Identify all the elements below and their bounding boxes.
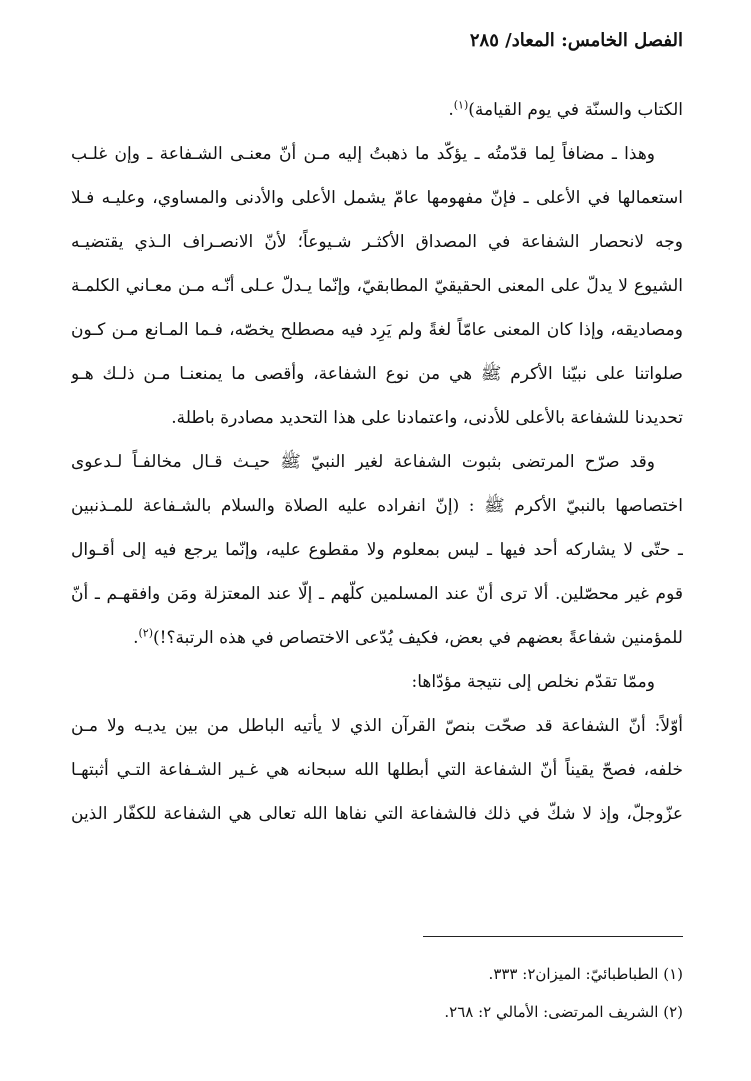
text-line-content: الكتاب والسنّة في يوم القيامة)	[468, 100, 683, 120]
text-line	[71, 616, 683, 660]
text-line-content: للمؤمنين شفاعةً بعضهم في بعض، فكيف يُدّعى الاختصاص في هذه الرتبة؟!)	[153, 628, 683, 648]
text-line: خلفه، فصحّ يقيناً أنّ الشفاعة التي أبطلها الله سبحانه هي غـير الشـفاعة التـي أثبتهـا	[71, 760, 683, 780]
text-line: وهذا ـ مضافاً لِما قدّمتُه ـ يؤكّد ما ذهبتُ إليه مـن أنّ معنـى الشـفاعة ـ وإن غلـب	[71, 144, 655, 164]
footnotes	[71, 955, 683, 1031]
footnote-reference[interactable]: (٢)	[138, 626, 153, 640]
text-line: صلواتنا على نبيّنا الأكرم ﷺ هي من نوع الشفاعة، وأقصى ما يمنعنـا مـن ذلـك هـو	[71, 364, 683, 384]
text-line: عزّوجلّ، وإذ لا شكّ في ذلك فالشفاعة التي نفاها الله تعالى هي الشفاعة للكفّار الذين	[71, 804, 683, 824]
running-header: الفصل الخامس: المعاد/ ٢٨٥	[469, 30, 683, 51]
footnote-reference[interactable]: (١)	[453, 98, 469, 112]
text-line: وجه لانحصار الشفاعة في المصداق الأكثـر شـيوعاً؛ لأنّ الانصـراف الـذي يقتضيـه	[71, 232, 683, 252]
text-line-end: .	[133, 628, 139, 648]
text-line: اختصاصها بالنبيّ الأكرم ﷺ : (إنّ انفراده عليه الصلاة والسلام بالشـفاعة للمـذنبين	[71, 496, 683, 516]
footnote: (١) الطباطبائيّ: الميزان٢: ٣٣٣.	[488, 965, 683, 983]
text-line-end: .	[448, 100, 454, 120]
text-line: قوم غير محصّلين. ألا ترى أنّ عند المسلمين كلّهم ـ إلّا عند المعتزلة ومَن وافقهـم ـ أنّ	[71, 584, 683, 604]
text-line: ومصاديقه، وإذا كان المعنى عامّاً لغةً ولم يَرِد فيه مصطلح يخصّه، فـما المـانع مـن كـون	[71, 320, 683, 340]
text-line	[71, 88, 683, 132]
footnote-divider	[423, 936, 683, 937]
text-line: استعمالها في الأعلى ـ فإنّ مفهومها عامّ يشمل الأعلى والأدنى والمساوي، وعليـه فـلا	[71, 188, 683, 208]
text-line: أوّلاً: أنّ الشفاعة قد صحّت بنصّ القرآن الذي لا يأتيه الباطل من بين يديـه ولا مـن	[71, 716, 683, 736]
footnote: (٢) الشريف المرتضى: الأمالي ٢: ٢٦٨.	[444, 1003, 683, 1021]
text-line: وقد صرّح المرتضى بثبوت الشفاعة لغير النبيّ ﷺ حيـث قـال مخالفـاً لـدعوى	[71, 452, 655, 472]
body-text	[71, 88, 683, 836]
text-line: ـ حتّى لا يشاركه أحد فيها ـ ليس بمعلوم ولا مقطوع عليه، وإنّما يرجع فيه إلى أقـوال	[71, 540, 683, 560]
text-line: تحديدنا للشفاعة بالأعلى للأدنى، واعتمادنا على هذا التحديد مصادرة باطلة.	[171, 408, 683, 428]
text-line: وممّا تقدّم نخلص إلى نتيجة مؤدّاها:	[411, 672, 655, 692]
text-line: الشيوع لا يدلّ على المعنى الحقيقيّ المطابقيّ، وإنّما يـدلّ عـلى أنّـه مـن معـاني الكلمـة	[71, 276, 683, 296]
